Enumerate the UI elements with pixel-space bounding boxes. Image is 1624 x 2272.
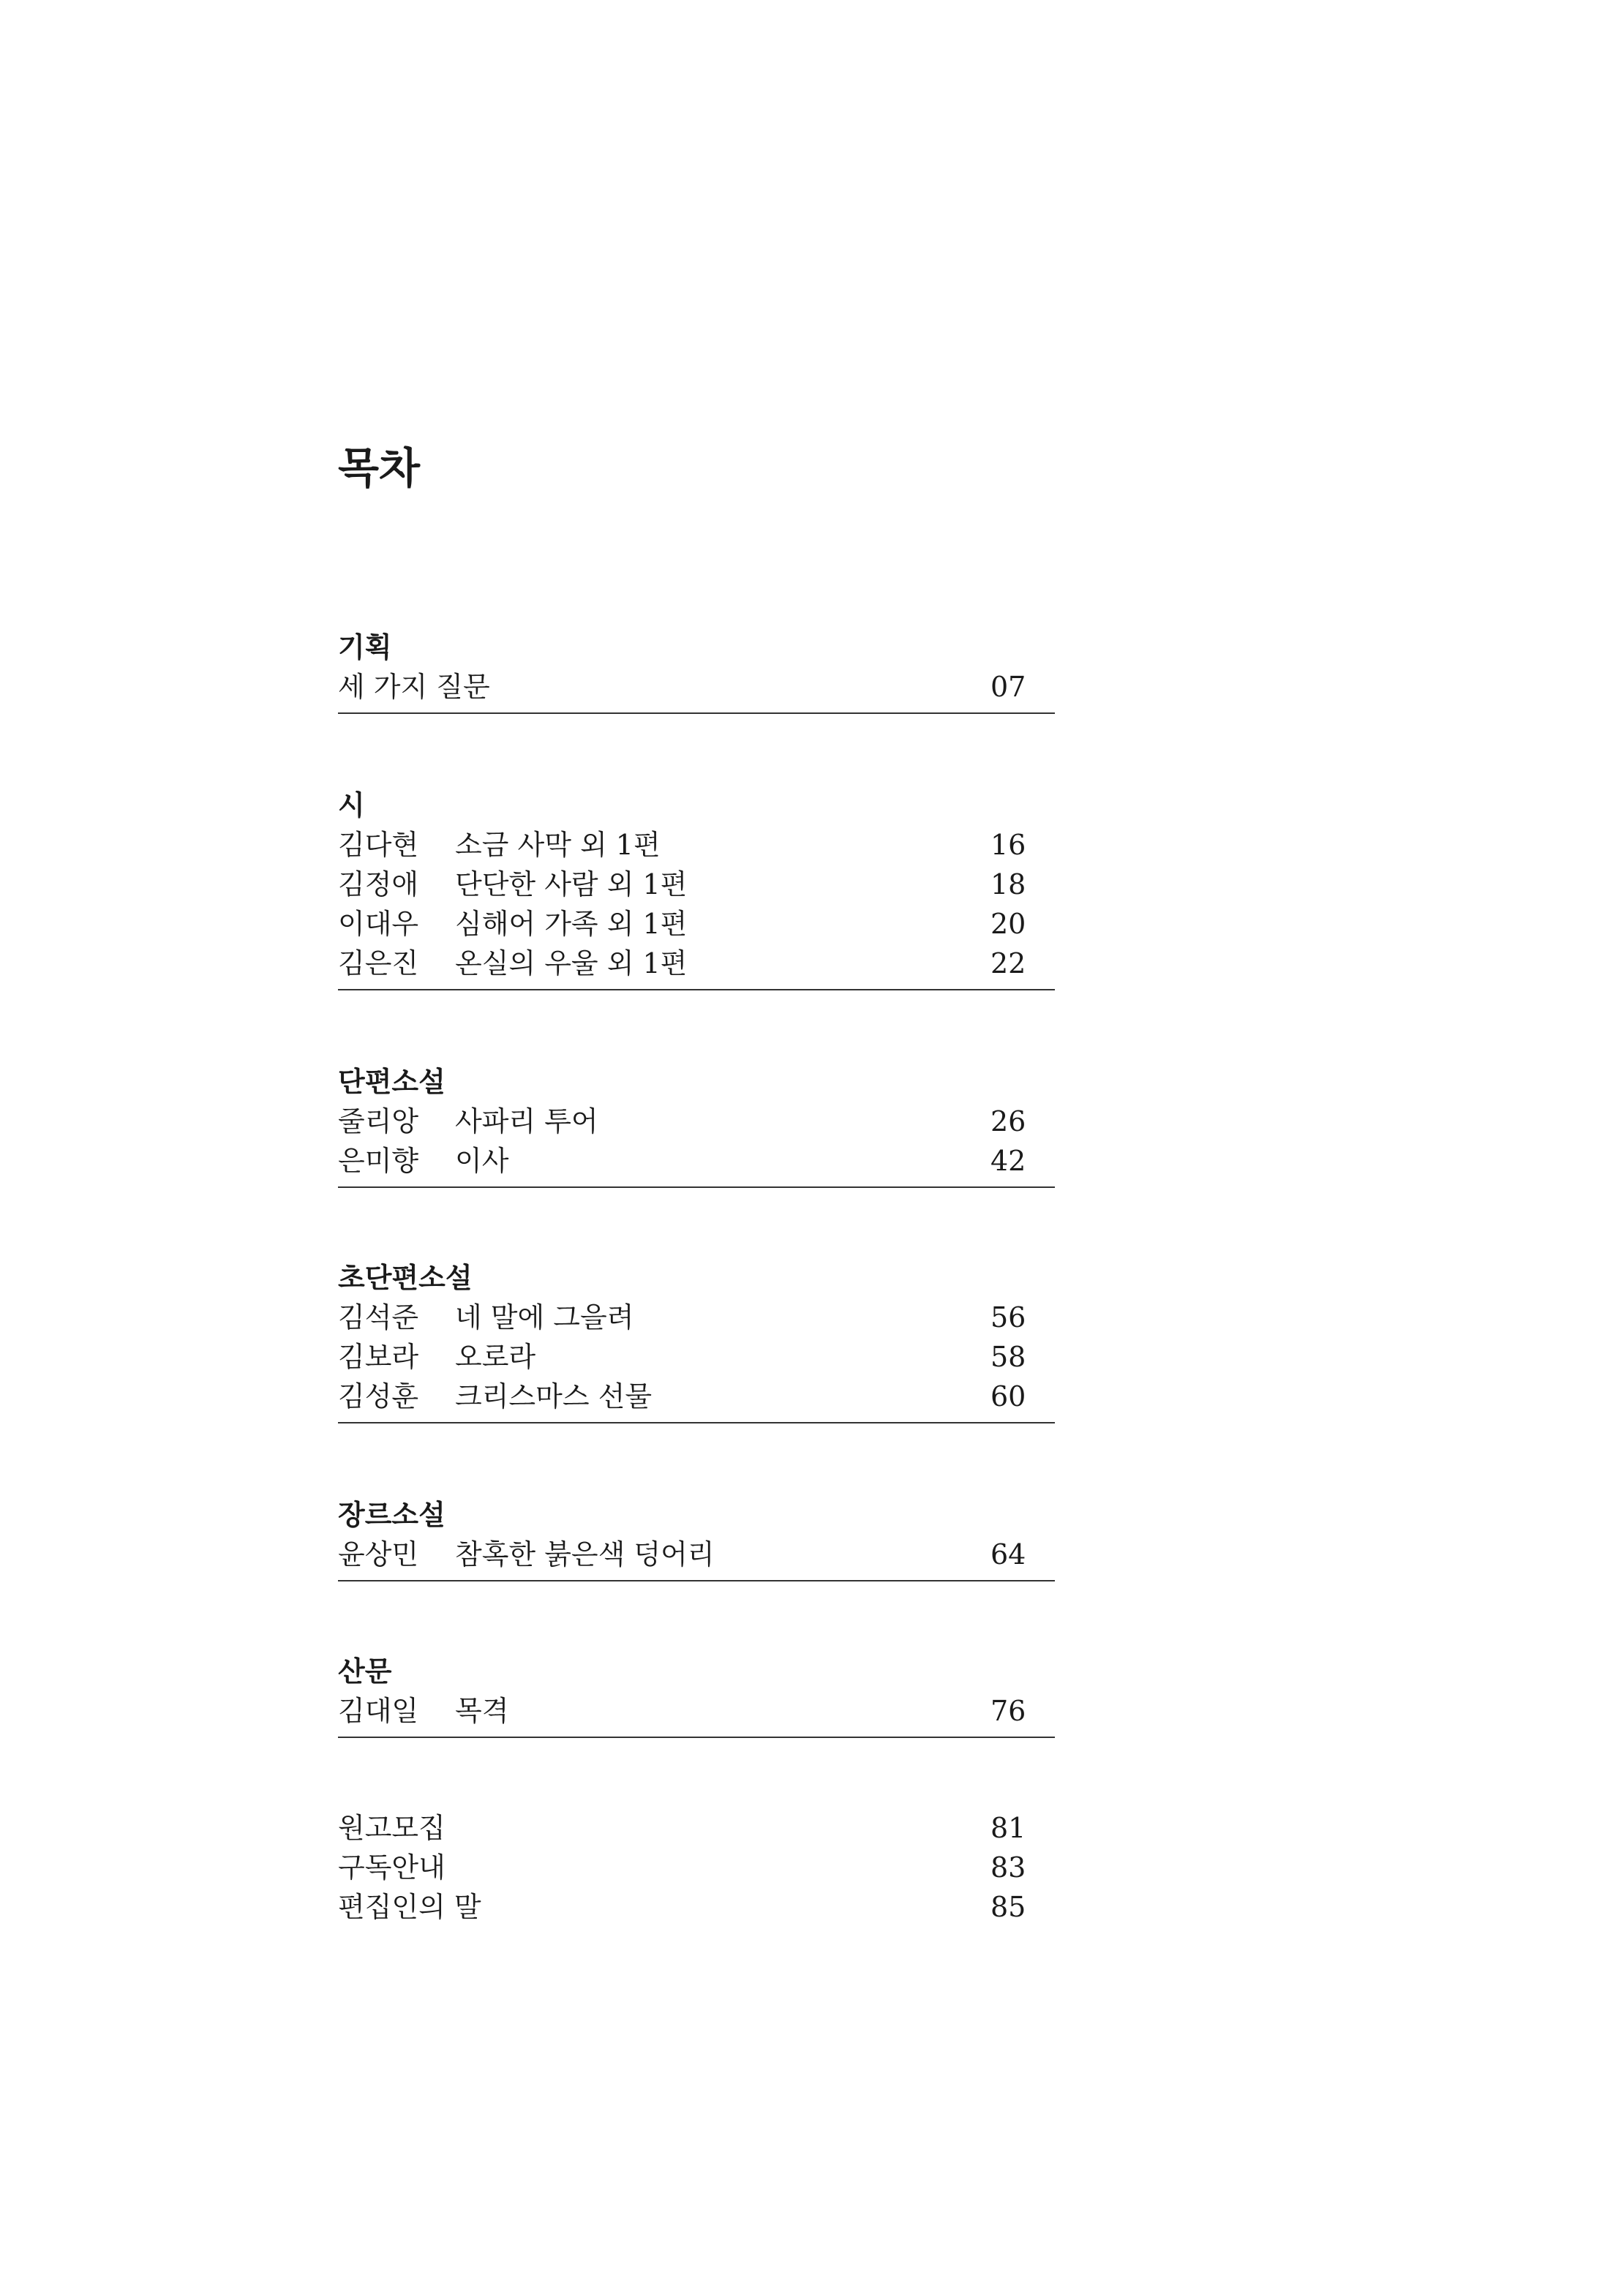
- entry-page: 20: [990, 908, 1026, 940]
- section-heading: 단편소설: [338, 1065, 446, 1098]
- entry-author: 김정애: [338, 868, 419, 900]
- entry-page: 58: [990, 1341, 1026, 1373]
- toc-entry[interactable]: [338, 1691, 1055, 1731]
- toc-entry[interactable]: [338, 667, 1055, 707]
- entry-title: 편집인의 말: [338, 1891, 481, 1923]
- entry-author: 김석준: [338, 1301, 419, 1334]
- entry-title: 사파리 투어: [455, 1105, 598, 1137]
- toc-entry[interactable]: [338, 1377, 1055, 1416]
- entry-page: 81: [990, 1812, 1026, 1844]
- toc-entry[interactable]: [338, 1848, 1055, 1887]
- entry-page: 76: [990, 1695, 1026, 1727]
- toc-section-poetry: [338, 786, 1055, 990]
- entry-page: 22: [990, 947, 1026, 979]
- entry-title: 단단한 사람 외 1편: [455, 868, 688, 900]
- section-divider: [338, 1422, 1055, 1423]
- toc-section-planning: [338, 628, 1055, 714]
- entry-author: 김보라: [338, 1341, 419, 1373]
- entry-page: 64: [990, 1538, 1026, 1571]
- toc-entry[interactable]: [338, 1535, 1055, 1574]
- section-divider: [338, 1186, 1055, 1188]
- page-title: 목차: [338, 443, 421, 493]
- entry-author: 김은진: [338, 947, 419, 979]
- toc-section-prose: [338, 1652, 1055, 1738]
- entry-author: 이대우: [338, 908, 419, 940]
- entry-page: 56: [990, 1301, 1026, 1334]
- entry-author: 윤상민: [338, 1538, 419, 1571]
- entry-title: 소금 사막 외 1편: [455, 829, 661, 861]
- section-divider: [338, 1580, 1055, 1581]
- entry-author: 줄리앙: [338, 1105, 419, 1137]
- entry-title: 원고모집: [338, 1812, 446, 1844]
- toc-section-short-story: [338, 1062, 1055, 1188]
- entry-author: 은미향: [338, 1145, 419, 1177]
- toc-entry[interactable]: [338, 904, 1055, 944]
- entry-page: 26: [990, 1105, 1026, 1137]
- entry-title: 오로라: [455, 1341, 536, 1373]
- toc-entry[interactable]: [338, 1141, 1055, 1181]
- entry-title: 세 가지 질문: [338, 671, 490, 703]
- entry-author: 김성훈: [338, 1380, 419, 1413]
- toc-entry[interactable]: [338, 1102, 1055, 1141]
- entry-page: 83: [990, 1851, 1026, 1884]
- entry-title: 참혹한 붉은색 덩어리: [455, 1538, 715, 1571]
- toc-entry[interactable]: [338, 1808, 1055, 1848]
- entry-page: 07: [990, 671, 1026, 703]
- toc-entry[interactable]: [338, 1337, 1055, 1377]
- entry-title: 이사: [455, 1145, 509, 1177]
- toc-entry[interactable]: [338, 1887, 1055, 1927]
- section-heading: 시: [338, 789, 365, 821]
- toc-entry[interactable]: [338, 825, 1055, 865]
- toc-section-flash-fiction: [338, 1258, 1055, 1423]
- entry-title: 네 말에 그을려: [455, 1301, 634, 1334]
- entry-page: 42: [990, 1145, 1026, 1177]
- section-divider: [338, 712, 1055, 714]
- entry-page: 18: [990, 868, 1026, 900]
- section-divider: [338, 989, 1055, 990]
- entry-author: 김대일: [338, 1695, 419, 1727]
- toc-entry[interactable]: [338, 944, 1055, 983]
- toc-entry[interactable]: [338, 1298, 1055, 1337]
- toc-section-genre-fiction: [338, 1495, 1055, 1581]
- toc-entry[interactable]: [338, 865, 1055, 904]
- entry-title: 온실의 우울 외 1편: [455, 947, 688, 979]
- entry-title: 목격: [455, 1695, 509, 1727]
- section-heading: 장르소설: [338, 1498, 446, 1531]
- entry-title: 크리스마스 선물: [455, 1380, 653, 1413]
- entry-page: 60: [990, 1380, 1026, 1413]
- entry-title: 심해어 가족 외 1편: [455, 908, 688, 940]
- section-heading: 기획: [338, 631, 392, 663]
- entry-title: 구독안내: [338, 1851, 446, 1884]
- section-divider: [338, 1737, 1055, 1738]
- section-heading: 초단편소설: [338, 1261, 473, 1294]
- entry-page: 85: [990, 1891, 1026, 1923]
- toc-extras: [338, 1808, 1055, 1927]
- entry-page: 16: [990, 829, 1026, 861]
- section-heading: 산문: [338, 1655, 392, 1688]
- entry-author: 김다현: [338, 829, 419, 861]
